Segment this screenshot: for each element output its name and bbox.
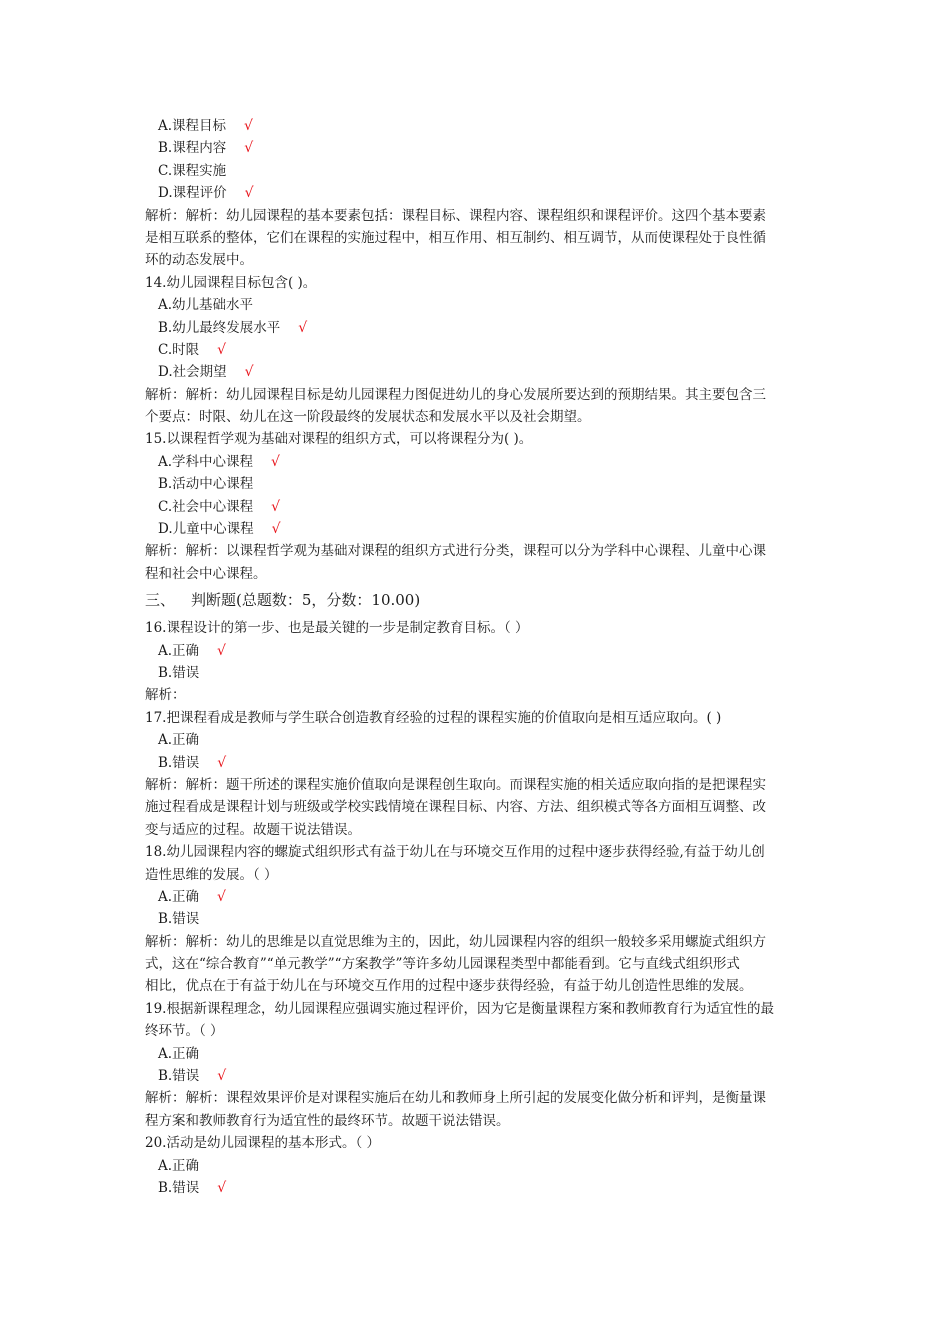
q19-analysis: 解析：解析：课程效果评价是对课程实施后在幼儿和教师身上所引起的发展变化做分析和评判，是衡量课 程方案和教师教育行为适宜性的最终环节。故题干说法错误。 [145,1090,766,1129]
option-b: B.活动中心课程 [158,476,254,493]
option-c: C.时限 √ [158,341,227,358]
exam-content [145,115,815,1199]
checkmark-icon: √ [271,453,280,470]
q16-analysis: 解析： [145,687,186,704]
checkmark-icon: √ [271,521,281,538]
option-a: A.课程目标 √ [158,118,253,134]
option-b: B.错误 √ [158,1068,227,1085]
q17-options [145,729,815,774]
q18-analysis: 解析：解析：幼儿的思维是以直觉思维为主的，因此，幼儿园课程内容的组织一般较多采用螺旋式组织方 式，这在“综合教育”“单元教学”“方案教学”等许多幼儿园课程类型中都能看到。它与直线式组织形式 相比，优点在于有益于幼儿在与环境交互作用的过程中逐步获得经验，有益于幼儿创造性思维的发展。 [145,933,766,995]
question-15: 15.以课程哲学观为基础对课程的组织方式，可以将课程分为( )。 [145,431,533,448]
option-b: B.错误 [158,911,200,928]
option-a: A.学科中心课程 √ [158,453,280,470]
question-17: 17.把课程看成是教师与学生联合创造教育经验的过程的课程实施的价值取向是相互适应取向。( ) [145,709,722,726]
checkmark-icon: √ [298,319,308,336]
option-c: C.社会中心课程 √ [158,498,281,515]
q13-options [145,115,815,205]
q15-analysis: 解析：解析：以课程哲学观为基础对课程的组织方式进行分类，课程可以分为学科中心课程、儿童中心课 程和社会中心课程。 [145,543,766,582]
option-b: B.错误 [158,664,200,681]
section-heading: 三、 判断题(总题数：5，分数：10.00) [145,591,421,610]
q15-options [145,451,815,541]
q16-options [145,640,815,685]
checkmark-icon: √ [217,1179,227,1196]
option-a: A.正确 √ [158,642,226,659]
option-a: A.正确 [158,1045,200,1062]
checkmark-icon: √ [217,754,227,771]
checkmark-icon: √ [244,118,253,134]
checkmark-icon: √ [244,364,254,381]
option-a: A.正确 √ [158,888,226,905]
question-20: 20.活动是幼儿园课程的基本形式。（ ） [145,1135,381,1152]
option-c: C.课程实施 [158,162,227,179]
checkmark-icon: √ [217,1068,227,1085]
checkmark-icon: √ [271,498,281,515]
checkmark-icon: √ [217,888,226,905]
checkmark-icon: √ [217,642,226,659]
option-a: A.幼儿基础水平 [158,297,254,314]
q14-options [145,294,815,384]
q19-options [145,1043,815,1088]
question-19: 19.根据新课程理念，幼儿园课程应强调实施过程评价，因为它是衡量课程方案和教师教育行为适宜性的最 终环节。（ ） [145,1000,774,1040]
option-d: D.儿童中心课程 √ [158,521,281,538]
option-b: B.错误 √ [158,1179,227,1196]
option-b: B.幼儿最终发展水平 √ [158,319,308,336]
checkmark-icon: √ [217,341,227,358]
option-d: D.社会期望 √ [158,364,254,381]
question-14: 14.幼儿园课程目标包含( )。 [145,274,317,291]
option-d: D.课程评价 √ [158,185,254,202]
q14-analysis: 解析：解析：幼儿园课程目标是幼儿园课程力图促进幼儿的身心发展所要达到的预期结果。其主要包含三 个要点：时限、幼儿在这一阶段最终的发展状态和发展水平以及社会期望。 [145,386,766,426]
q13-analysis: 解析：解析：幼儿园课程的基本要素包括：课程目标、课程内容、课程组织和课程评价。这四个基本要素 是相互联系的整体，它们在课程的实施过程中，相互作用、相互制约、相互调节，从而使课程处于良性循 环的动态发展中。 [145,207,766,269]
option-b: B.错误 √ [158,754,227,771]
question-16: 16.课程设计的第一步、也是最关键的一步是制定教育目标。（ ） [145,620,529,637]
option-b: B.课程内容 √ [158,140,254,157]
q20-options [145,1155,815,1200]
option-a: A.正确 [158,732,200,749]
checkmark-icon: √ [244,185,254,202]
checkmark-icon: √ [244,140,254,157]
question-18: 18.幼儿园课程内容的螺旋式组织形式有益于幼儿在与环境交互作用的过程中逐步获得经验,有益于幼儿创 造性思维的发展。（ ） [145,844,765,883]
q17-analysis: 解析：解析：题干所述的课程实施价值取向是课程创生取向。而课程实施的相关适应取向指的是把课程实 施过程看成是课程计划与班级或学校实践情境在课程目标、内容、方法、组织模式等各方面相互调整、改 变与适应的过程。故题干说法错误。 [145,776,766,838]
q18-options [145,886,815,931]
option-a: A.正确 [158,1157,200,1174]
